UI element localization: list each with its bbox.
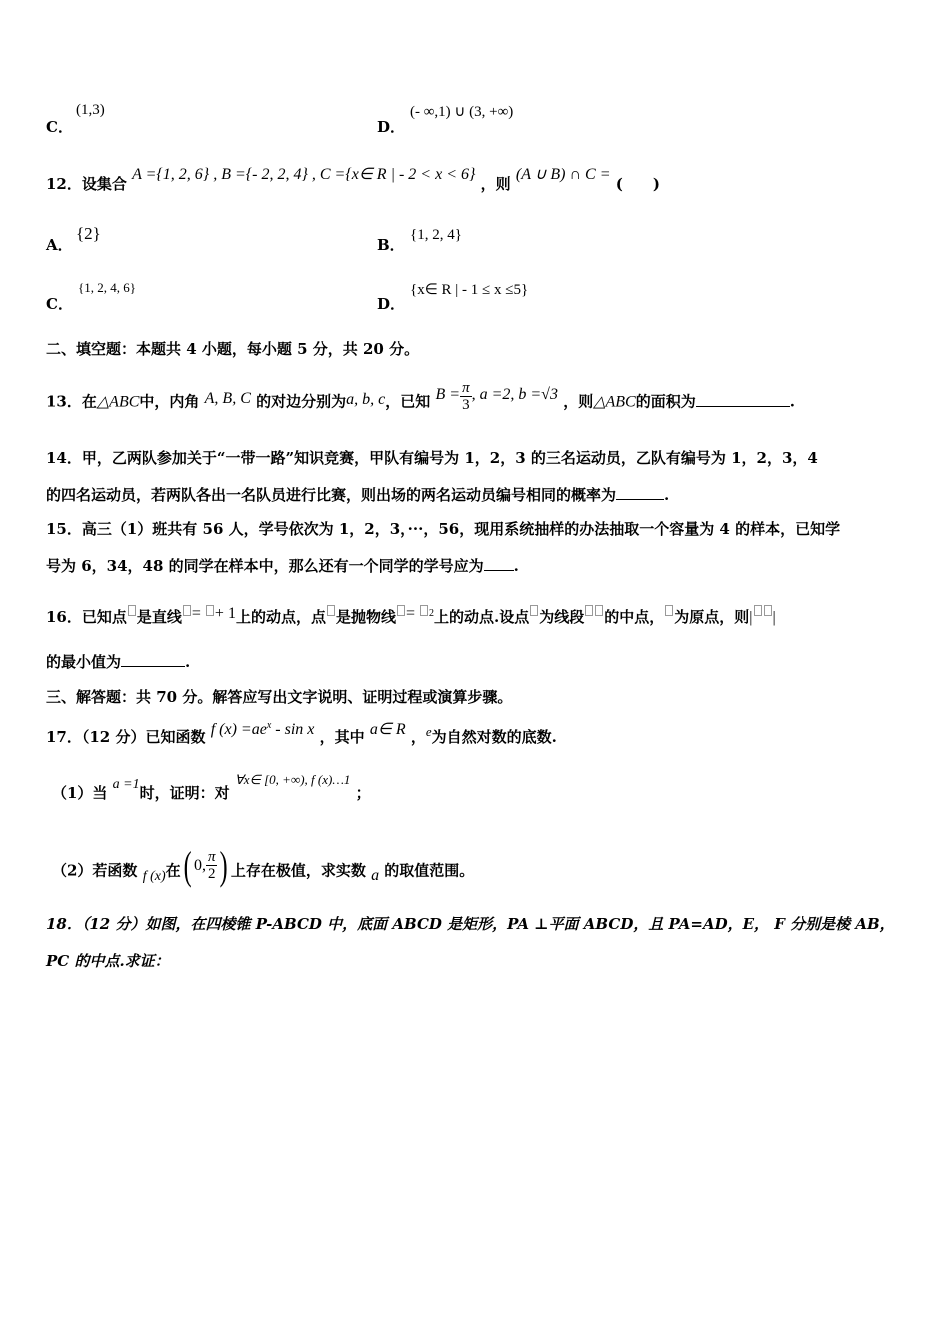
q17-text-3: ， [410, 728, 426, 746]
q13-text-6: 的面积为 [635, 392, 696, 411]
q16-text-4: 是抛物线 [335, 608, 396, 626]
q14-answer-blank[interactable] [616, 485, 664, 500]
q11-option-d-value: (- ∞,1) ∪ (3, +∞) [410, 104, 514, 120]
q12-stem [46, 166, 660, 195]
q17-interval-left: 0, [193, 856, 206, 874]
abs-bar-right: | [772, 609, 776, 626]
q12-number: 12．设集合 [46, 175, 127, 193]
q18-line-2: PC 的中点.求证： [46, 952, 170, 970]
q13-sides: a, b, c [346, 390, 386, 408]
q13-text-1: 13．在 [46, 392, 97, 411]
q14-line-1: 14．甲，乙两队参加关于“一带一路”知识竞赛，甲队有编号为 1，2，3 的三名运动员，乙队有编号为 1，2，3，4 [46, 449, 818, 467]
q17-part-1-label: （1）当 [52, 784, 108, 802]
q11-option-d-label: D． [377, 118, 406, 136]
missing-glyph-icon [183, 605, 191, 616]
q12-option-b-value: {1, 2, 4} [410, 227, 462, 243]
q13-text-3: 的对边分别为 [256, 392, 347, 411]
q13-text-2: 中，内角 [139, 392, 200, 411]
q17-frac-num: π [207, 849, 216, 865]
section-2-title: 二、填空题：本题共 4 小题，每小题 5 分，共 20 分。 [46, 340, 420, 358]
q13-text-5: ，则 [563, 392, 594, 411]
q17-e: e [425, 724, 432, 739]
q12-paren: ( ) [615, 175, 660, 193]
q15-line-1: 15．高三（1）班共有 56 人，学号依次为 1，2，3，···，56，现用系统抽样的办法抽取一个容量为 4 的样本，已知学 [46, 520, 841, 538]
q13-stem [46, 380, 795, 419]
q12-option-d-value: {x∈ R | - 1 ≤ x ≤5} [410, 282, 529, 298]
q17-part-1 [52, 772, 371, 805]
missing-glyph-icon [397, 605, 405, 616]
q17-part-2-label: （2）若函数 [52, 861, 138, 880]
q17-part-1-a: a =1 [112, 777, 140, 792]
q14-line-2 [46, 485, 669, 505]
q12-option-b-label: B． [377, 236, 405, 254]
q17-condition: a∈ R [369, 721, 406, 738]
q17-interval-fraction [206, 849, 218, 882]
q17-frac-den: 2 [207, 866, 216, 882]
q11-option-c-value: (1,3) [76, 102, 105, 118]
q16-text-6: 为线段 [539, 608, 585, 626]
q13-frac-num: π [462, 380, 470, 396]
q17-part-2 [52, 842, 475, 888]
q16-superscript: 2 [429, 608, 435, 619]
q13-fraction [460, 380, 472, 413]
missing-glyph-icon [585, 605, 593, 616]
q17-function-2: - sin x [271, 721, 315, 738]
q16-text-7: 的中点， [604, 608, 665, 626]
section-3-title: 三、解答题：共 70 分。解答应写出文字说明、证明过程或演算步骤。 [46, 688, 513, 706]
q12-option-c-value: {1, 2, 4, 6} [78, 280, 136, 295]
q17-stem [46, 720, 557, 748]
q15-answer-blank[interactable] [484, 556, 514, 571]
q17-part-2-in: 在 [165, 861, 181, 880]
q16-text-9: 的最小值为 [46, 653, 122, 671]
q17-part-1-condition: ∀x∈ [0, +∞), f (x)…1 [234, 772, 351, 787]
q16-line-2 [46, 652, 190, 672]
q13-text-4: ，已知 [385, 392, 431, 411]
q13-b-eq: B = [435, 385, 461, 403]
q15-end: . [513, 557, 519, 575]
missing-glyph-icon [327, 605, 335, 616]
q17-part-1-text: 时，证明：对 [139, 784, 230, 802]
q16-text-3: 上的动点，点 [235, 608, 326, 626]
q13-angles: A, B, C [204, 389, 251, 407]
q12-option-a-label: A． [46, 236, 73, 254]
missing-glyph-icon [128, 605, 136, 616]
missing-glyph-icon [665, 605, 673, 616]
q16-eq-2: = [405, 605, 420, 622]
q12-then: ，则 [480, 175, 511, 193]
q16-line-1 [46, 604, 776, 628]
missing-glyph-icon [595, 605, 603, 616]
q17-text-2: ，其中 [319, 728, 365, 746]
q13-answer-blank[interactable] [696, 392, 790, 407]
q13-end: . [789, 392, 795, 411]
q13-triangle-2: △ABC [593, 393, 636, 411]
missing-glyph-icon [754, 605, 762, 616]
q12-option-a-value: {2} [76, 224, 101, 243]
q16-eq-1: = [191, 605, 205, 622]
q14-end: . [664, 486, 670, 504]
q13-frac-den: 3 [462, 397, 470, 413]
missing-glyph-icon [206, 605, 214, 616]
q17-text-1: 17．（12 分）已知函数 [46, 728, 206, 746]
q16-text-8: 为原点，则 [674, 608, 750, 626]
q17-part-2-a: a [371, 866, 380, 884]
q13-rest: , a =2, b =√3 [471, 385, 558, 403]
missing-glyph-icon [420, 605, 428, 616]
q13-triangle: △ABC [96, 393, 140, 411]
q17-exponent: x [266, 720, 272, 731]
abs-bar-left: | [749, 609, 753, 626]
q16-end: . [185, 653, 191, 671]
q15-line-2 [46, 556, 519, 576]
q11-option-c-label: C． [46, 118, 73, 136]
q14-text: 的四名运动员，若两队各出一名队员进行比赛，则出场的两名运动员编号相同的概率为 [46, 486, 617, 504]
q16-text-1: 16．已知点 [46, 608, 127, 626]
q16-text-5: 上的动点.设点 [434, 608, 530, 626]
paren-right: ) [220, 842, 229, 888]
q16-text-2: 是直线 [136, 608, 182, 626]
q17-part-2-text: 上存在极值，求实数 [230, 861, 366, 880]
q12-option-c-label: C． [46, 295, 73, 313]
q18-line-1: 18．（12 分）如图，在四棱锥 P-ABCD 中，底面 ABCD 是矩形，PA ⊥平面 ABCD，且 PA=AD，E， F 分别是棱 AB， [46, 915, 895, 933]
q12-expr: (A ∪ B) ∩ C = [515, 166, 611, 183]
q17-function: f (x) =ae [210, 721, 267, 738]
missing-glyph-icon [764, 605, 772, 616]
missing-glyph-icon [530, 605, 538, 616]
q16-plus-1: + 1 [214, 605, 236, 622]
q12-option-d-label: D． [377, 295, 406, 313]
q17-text-4: 为自然对数的底数. [431, 728, 557, 746]
q12-sets: A ={1, 2, 6} , B ={- 2, 2, 4} , C ={x∈ R | - 2 < x < 6} [132, 166, 476, 183]
paren-left: ( [183, 842, 192, 888]
q17-part-2-end: 的取值范围。 [384, 861, 475, 880]
q17-part-1-end: ； [355, 784, 371, 802]
q17-part-2-f: f (x) [142, 868, 166, 884]
q16-answer-blank[interactable] [121, 652, 185, 667]
q15-text: 号为 6，34，48 的同学在样本中，那么还有一个同学的学号应为 [46, 557, 484, 575]
